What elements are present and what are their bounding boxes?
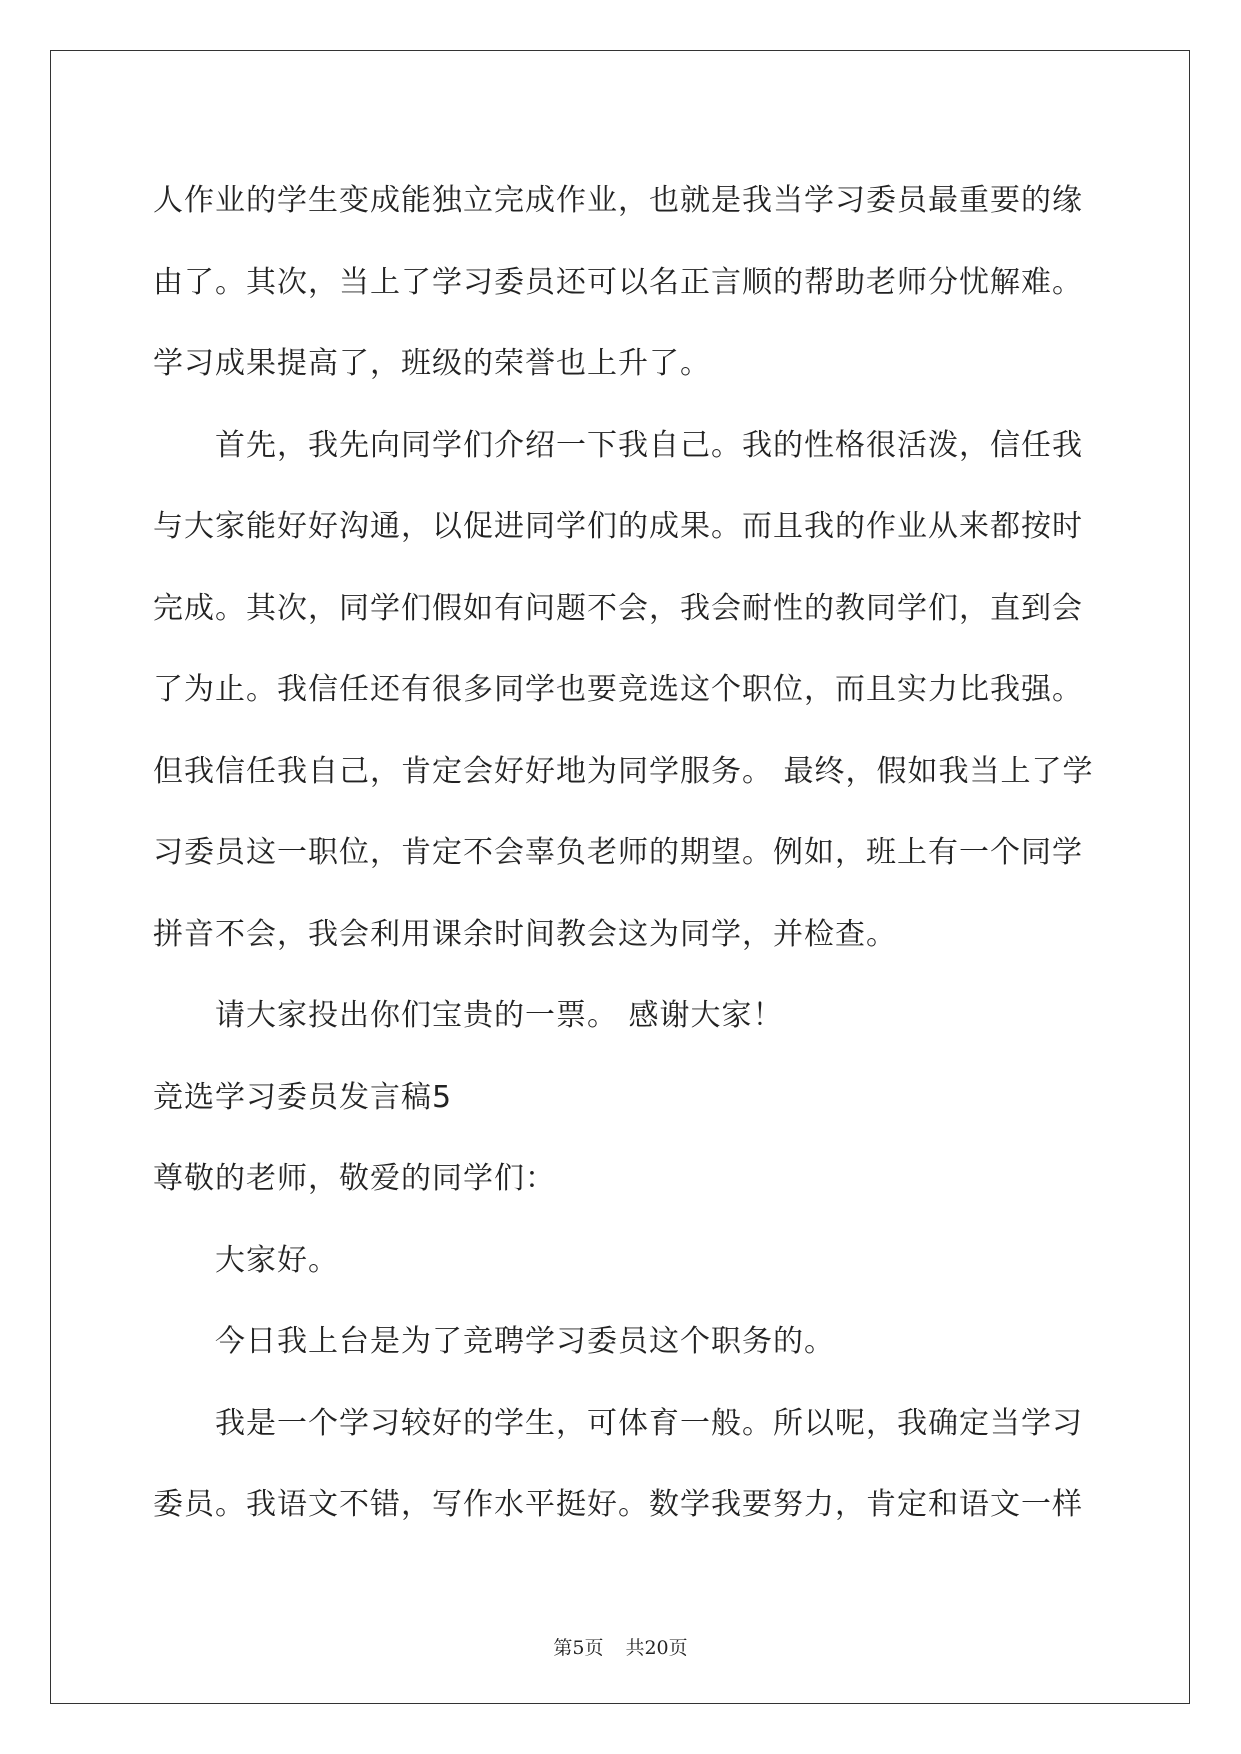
text-line: 请大家投出你们宝贵的一票。 感谢大家！ — [215, 998, 784, 1033]
text-line: 人作业的学生变成能独立完成作业，也就是我当学习委员最重要的缘 — [153, 183, 1083, 218]
page-total: 共20页 — [625, 1637, 688, 1659]
text-line: 完成。其次，同学们假如有问题不会，我会耐性的教同学们，直到会 — [153, 590, 1083, 626]
page-footer — [0, 1633, 1241, 1660]
text-line: 与大家能好好沟通，以促进同学们的成果。而且我的作业从来都按时 — [153, 509, 1083, 544]
text-line: 学习成果提高了，班级的荣誉也上升了。 — [153, 346, 711, 381]
text-line: 但我信任我自己，肯定会好好地为同学服务。 最终，假如我当上了学 — [153, 753, 1094, 789]
text-line: 了为止。我信任还有很多同学也要竞选这个职位，而且实力比我强。 — [153, 672, 1083, 707]
text-line: 委员。我语文不错，写作水平挺好。数学我要努力，肯定和语文一样 — [153, 1487, 1083, 1522]
document-body — [153, 160, 1093, 1546]
text-line: 习委员这一职位，肯定不会辜负老师的期望。例如，班上有一个同学 — [153, 835, 1083, 870]
page-number: 第5页 — [553, 1637, 604, 1659]
text-line: 由了。其次，当上了学习委员还可以名正言顺的帮助老师分忧解难。 — [153, 264, 1083, 300]
text-line: 拼音不会，我会利用课余时间教会这为同学，并检查。 — [153, 916, 897, 952]
section-heading: 竞选学习委员发言稿5 — [153, 1079, 453, 1115]
text-line: 我是一个学习较好的学生，可体育一般。所以呢，我确定当学习 — [215, 1405, 1083, 1441]
text-line: 首先，我先向同学们介绍一下我自己。我的性格很活泼，信任我 — [215, 427, 1083, 463]
text-line: 大家好。 — [215, 1242, 339, 1278]
text-line: 今日我上台是为了竞聘学习委员这个职务的。 — [215, 1324, 835, 1359]
salutation: 尊敬的老师，敬爱的同学们： — [153, 1161, 556, 1196]
